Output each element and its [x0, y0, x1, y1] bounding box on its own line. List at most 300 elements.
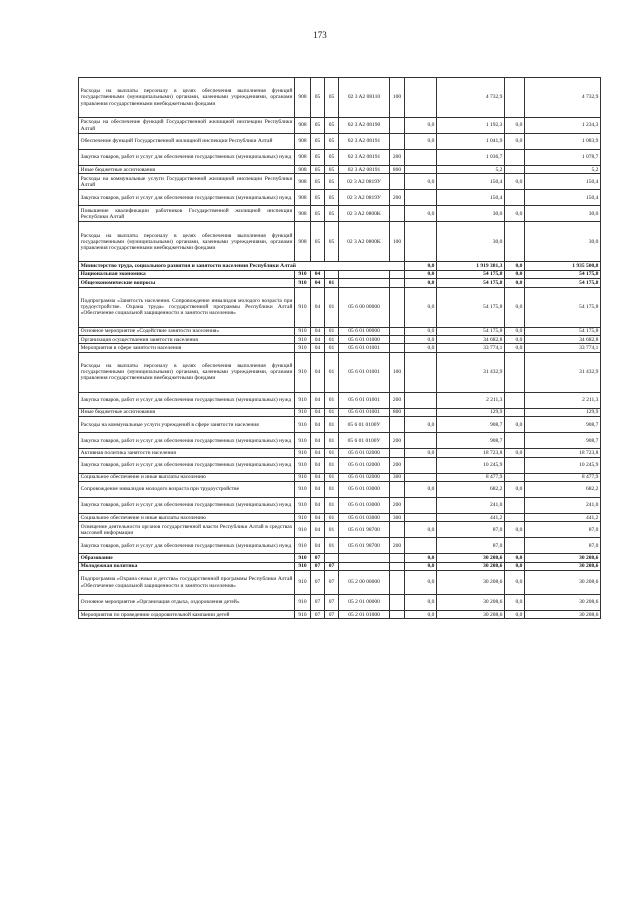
- section-code-cell: 05: [311, 222, 325, 262]
- value-cell-4: 441,2: [525, 513, 601, 521]
- value-cell-1: 0,0: [405, 554, 437, 562]
- expense-type-cell: [390, 417, 405, 433]
- value-cell-3: 0,0: [505, 118, 525, 134]
- value-cell-3: 0,0: [505, 270, 525, 278]
- section-code-cell: 04: [311, 327, 325, 335]
- target-article-cell: 02 3 A2 08190: [339, 118, 390, 134]
- row-name-cell: Расходы на выплаты персоналу в целях обеспечения выполнения функций государственными (муниципальными) органами, казенными учреждениями, органами управления государственными внебюджетными фондами: [79, 352, 295, 392]
- ministry-code-cell: 910: [295, 408, 311, 416]
- row-name-cell: Закупка товаров, работ и услуг для обеспечения государственных (муниципальных) нужд: [79, 150, 295, 166]
- ministry-code-cell: 910: [295, 473, 311, 481]
- ministry-code-cell: 910: [295, 571, 311, 595]
- ministry-code-cell: 910: [295, 417, 311, 433]
- value-cell-4: 54 175,8: [525, 270, 601, 278]
- subsection-code-cell: 07: [325, 595, 339, 611]
- row-name-cell: Образование: [79, 554, 295, 562]
- target-article-cell: 05 6 01 0100У: [339, 433, 390, 449]
- ministry-code-cell: 908: [295, 190, 311, 206]
- ministry-code-cell: 910: [295, 497, 311, 513]
- row-name-cell: Мероприятия по проведению оздоровительной кампании детей: [79, 611, 295, 619]
- subsection-code-cell: 01: [325, 408, 339, 416]
- value-cell-2: 87,0: [437, 522, 505, 538]
- value-cell-2: 908,7: [437, 433, 505, 449]
- value-cell-1: 0,0: [405, 174, 437, 190]
- target-article-cell: [339, 270, 390, 278]
- table-row: [79, 473, 601, 481]
- section-code-cell: 05: [311, 206, 325, 222]
- value-cell-2: 30,0: [437, 206, 505, 222]
- value-cell-2: 87,0: [437, 538, 505, 554]
- value-cell-1: [405, 190, 437, 206]
- value-cell-1: 0,0: [405, 279, 437, 287]
- value-cell-3: 0,0: [505, 611, 525, 619]
- value-cell-4: 908,7: [525, 433, 601, 449]
- value-cell-3: [505, 473, 525, 481]
- value-cell-2: 8 477,9: [437, 473, 505, 481]
- expense-type-cell: [390, 449, 405, 457]
- row-name-text: Министерство труда, социального развития и занятости населения Республики Алтай: [80, 262, 296, 269]
- table-row: [79, 78, 601, 118]
- target-article-cell: 02 3 A2 08191: [339, 150, 390, 166]
- section-code-cell: 07: [311, 554, 325, 562]
- value-cell-1: [405, 78, 437, 118]
- subsection-code-cell: 01: [325, 417, 339, 433]
- subsection-code-cell: 05: [325, 206, 339, 222]
- table-row: [79, 287, 601, 327]
- section-code-cell: 04: [311, 497, 325, 513]
- value-cell-4: 34 682,8: [525, 335, 601, 343]
- expense-type-cell: [390, 206, 405, 222]
- section-code-cell: 05: [311, 134, 325, 150]
- subsection-code-cell: 01: [325, 352, 339, 392]
- expense-type-cell: 300: [390, 513, 405, 521]
- value-cell-3: 0,0: [505, 134, 525, 150]
- value-cell-4: 87,0: [525, 522, 601, 538]
- target-article-cell: 05 6 01 03000: [339, 481, 390, 497]
- value-cell-3: 0,0: [505, 522, 525, 538]
- section-code-cell: 04: [311, 392, 325, 408]
- value-cell-3: [505, 497, 525, 513]
- table-row: [79, 408, 601, 416]
- ministry-code-cell: 908: [295, 78, 311, 118]
- value-cell-2: 1 192,3: [437, 118, 505, 134]
- expense-type-cell: [390, 327, 405, 335]
- expense-type-cell: [390, 335, 405, 343]
- subsection-code-cell: 01: [325, 335, 339, 343]
- value-cell-1: 0,0: [405, 611, 437, 619]
- value-cell-2: 129,9: [437, 408, 505, 416]
- row-name-cell: [79, 262, 405, 270]
- value-cell-1: [405, 408, 437, 416]
- value-cell-1: 0,0: [405, 134, 437, 150]
- value-cell-2: 5,2: [437, 166, 505, 174]
- section-code-cell: 04: [311, 335, 325, 343]
- expense-type-cell: 200: [390, 433, 405, 449]
- value-cell-2: 54 175,8: [437, 327, 505, 335]
- table-row: [79, 150, 601, 166]
- section-code-cell: 05: [311, 166, 325, 174]
- value-cell-1: [405, 222, 437, 262]
- ministry-code-cell: 910: [295, 335, 311, 343]
- expense-type-cell: 800: [390, 408, 405, 416]
- value-cell-3: [505, 78, 525, 118]
- value-cell-2: 18 723,8: [437, 449, 505, 457]
- ministry-code-cell: 910: [295, 538, 311, 554]
- table-row: [79, 352, 601, 392]
- value-cell-2: 34 682,8: [437, 335, 505, 343]
- value-cell-2: 33 774,1: [437, 344, 505, 352]
- row-name-cell: Закупка товаров, работ и услуг для обеспечения государственных (муниципальных) нужд: [79, 497, 295, 513]
- expense-type-cell: [390, 287, 405, 327]
- row-name-cell: Сопровождение инвалидов молодого возраста при трудоустройстве: [79, 481, 295, 497]
- value-cell-4: 1 935 500,8: [525, 262, 601, 270]
- expense-type-cell: [390, 595, 405, 611]
- budget-table: [78, 77, 601, 619]
- value-cell-3: 0,0: [505, 595, 525, 611]
- section-code-cell: 04: [311, 352, 325, 392]
- row-name-cell: Социальное обеспечение и иные выплаты населению: [79, 473, 295, 481]
- ministry-code-cell: 908: [295, 174, 311, 190]
- value-cell-4: 682,2: [525, 481, 601, 497]
- expense-type-cell: 100: [390, 352, 405, 392]
- value-cell-1: 0,0: [405, 270, 437, 278]
- table-row: [79, 554, 601, 562]
- table-row: [79, 262, 601, 270]
- value-cell-1: 0,0: [405, 206, 437, 222]
- section-code-cell: 04: [311, 449, 325, 457]
- subsection-code-cell: 05: [325, 118, 339, 134]
- ministry-code-cell: 910: [295, 554, 311, 562]
- subsection-code-cell: 01: [325, 433, 339, 449]
- section-code-cell: 07: [311, 571, 325, 595]
- value-cell-3: [505, 392, 525, 408]
- value-cell-2: 150,4: [437, 174, 505, 190]
- ministry-code-cell: 910: [295, 287, 311, 327]
- value-cell-2: 54 175,8: [437, 279, 505, 287]
- value-cell-4: 2 211,3: [525, 392, 601, 408]
- row-name-cell: Закупка товаров, работ и услуг для обеспечения государственных (муниципальных) нужд: [79, 392, 295, 408]
- subsection-code-cell: 01: [325, 449, 339, 457]
- value-cell-4: 150,4: [525, 174, 601, 190]
- value-cell-2: 150,4: [437, 190, 505, 206]
- value-cell-1: [405, 166, 437, 174]
- row-name-cell: Молодежная политика: [79, 562, 295, 570]
- value-cell-3: [505, 457, 525, 473]
- subsection-code-cell: 01: [325, 473, 339, 481]
- value-cell-4: 18 723,8: [525, 449, 601, 457]
- value-cell-3: 0,0: [505, 344, 525, 352]
- value-cell-2: 682,2: [437, 481, 505, 497]
- expense-type-cell: 200: [390, 457, 405, 473]
- ministry-code-cell: 910: [295, 522, 311, 538]
- value-cell-4: 8 477,9: [525, 473, 601, 481]
- target-article-cell: 05 6 01 01000: [339, 335, 390, 343]
- row-name-cell: Организация осуществления занятости населения: [79, 335, 295, 343]
- value-cell-1: 0,0: [405, 344, 437, 352]
- value-cell-3: [505, 190, 525, 206]
- value-cell-2: 1 036,7: [437, 150, 505, 166]
- table-row: [79, 417, 601, 433]
- subsection-code-cell: 01: [325, 392, 339, 408]
- value-cell-1: 0,0: [405, 335, 437, 343]
- table-row: [79, 222, 601, 262]
- expense-type-cell: 800: [390, 166, 405, 174]
- target-article-cell: 02 3 A2 08191: [339, 134, 390, 150]
- row-name-cell: Иные бюджетные ассигнования: [79, 408, 295, 416]
- ministry-code-cell: 908: [295, 206, 311, 222]
- value-cell-1: 0,0: [405, 118, 437, 134]
- row-name-cell: Закупка товаров, работ и услуг для обеспечения государственных (муниципальных) нужд: [79, 538, 295, 554]
- row-name-cell: Расходы на выплаты персоналу в целях обеспечения выполнения функций государственными (муниципальными) органами, казенными учреждениями, органами управления государственными внебюджетными фондами: [79, 78, 295, 118]
- row-name-cell: Общеэкономические вопросы: [79, 279, 295, 287]
- section-code-cell: 04: [311, 538, 325, 554]
- value-cell-4: 150,4: [525, 190, 601, 206]
- subsection-code-cell: 01: [325, 497, 339, 513]
- section-code-cell: 05: [311, 190, 325, 206]
- table-row: [79, 538, 601, 554]
- expense-type-cell: [390, 279, 405, 287]
- value-cell-4: 10 245,9: [525, 457, 601, 473]
- value-cell-2: 1 041,9: [437, 134, 505, 150]
- target-article-cell: 05 6 01 02000: [339, 473, 390, 481]
- target-article-cell: 05 6 01 98700: [339, 522, 390, 538]
- section-code-cell: 04: [311, 279, 325, 287]
- ministry-code-cell: 910: [295, 513, 311, 521]
- value-cell-3: 0,0: [505, 262, 525, 270]
- row-name-cell: Мероприятия в сфере занятости населения: [79, 344, 295, 352]
- row-name-cell: Расходы на обеспечение функций Государственной жилищной инспекции Республики Алтай: [79, 118, 295, 134]
- value-cell-2: 30 208,6: [437, 595, 505, 611]
- target-article-cell: 05 6 01 03000: [339, 513, 390, 521]
- subsection-code-cell: 01: [325, 279, 339, 287]
- row-name-cell: Освещение деятельности органов государственной власти Республики Алтай в средствах массовой информации: [79, 522, 295, 538]
- table-row: [79, 522, 601, 538]
- value-cell-4: 30 208,6: [525, 571, 601, 595]
- ministry-code-cell: 908: [295, 118, 311, 134]
- value-cell-4: 54 175,8: [525, 327, 601, 335]
- subsection-code-cell: 05: [325, 150, 339, 166]
- row-name-cell: Подпрограмма «Охрана семьи и детства» государственной программы Республики Алтай «Обеспечение социальной защищенности и занятости населения»: [79, 571, 295, 595]
- value-cell-2: 241,0: [437, 497, 505, 513]
- table-row: [79, 134, 601, 150]
- value-cell-3: 0,0: [505, 174, 525, 190]
- target-article-cell: 02 3 A2 0800K: [339, 222, 390, 262]
- value-cell-1: 0,0: [405, 522, 437, 538]
- ministry-code-cell: 910: [295, 327, 311, 335]
- page-number: 173: [313, 30, 327, 40]
- value-cell-4: 30,0: [525, 206, 601, 222]
- section-code-cell: 04: [311, 481, 325, 497]
- table-row: [79, 279, 601, 287]
- table-row: [79, 327, 601, 335]
- expense-type-cell: [390, 134, 405, 150]
- section-code-cell: 04: [311, 344, 325, 352]
- value-cell-3: 0,0: [505, 335, 525, 343]
- value-cell-3: 0,0: [505, 554, 525, 562]
- value-cell-4: 30 208,6: [525, 611, 601, 619]
- target-article-cell: [339, 562, 390, 570]
- ministry-code-cell: 910: [295, 344, 311, 352]
- value-cell-2: 30,0: [437, 222, 505, 262]
- expense-type-cell: [390, 344, 405, 352]
- value-cell-3: 0,0: [505, 417, 525, 433]
- value-cell-2: 54 175,8: [437, 287, 505, 327]
- ministry-code-cell: 908: [295, 134, 311, 150]
- target-article-cell: 05 6 01 03000: [339, 497, 390, 513]
- section-code-cell: 04: [311, 287, 325, 327]
- subsection-code-cell: 01: [325, 513, 339, 521]
- target-article-cell: 05 2 01 01000: [339, 611, 390, 619]
- row-name-cell: Повышение квалификации работников Государственной жилищной инспекции Республики Алтай: [79, 206, 295, 222]
- subsection-code-cell: 07: [325, 571, 339, 595]
- value-cell-2: 54 175,8: [437, 270, 505, 278]
- value-cell-4: 31 432,9: [525, 352, 601, 392]
- expense-type-cell: [390, 554, 405, 562]
- value-cell-4: 54 175,8: [525, 279, 601, 287]
- value-cell-1: [405, 150, 437, 166]
- expense-type-cell: 200: [390, 150, 405, 166]
- value-cell-1: [405, 473, 437, 481]
- value-cell-3: [505, 433, 525, 449]
- subsection-code-cell: 05: [325, 78, 339, 118]
- row-name-cell: Национальная экономика: [79, 270, 295, 278]
- value-cell-1: 0,0: [405, 562, 437, 570]
- value-cell-3: [505, 166, 525, 174]
- ministry-code-cell: 910: [295, 433, 311, 449]
- target-article-cell: 05 6 01 98700: [339, 538, 390, 554]
- subsection-code-cell: 07: [325, 611, 339, 619]
- subsection-code-cell: 05: [325, 134, 339, 150]
- section-code-cell: 04: [311, 433, 325, 449]
- value-cell-4: 1 083,9: [525, 134, 601, 150]
- section-code-cell: 04: [311, 513, 325, 521]
- value-cell-4: 908,7: [525, 417, 601, 433]
- ministry-code-cell: 910: [295, 392, 311, 408]
- value-cell-1: 0,0: [405, 571, 437, 595]
- subsection-code-cell: 05: [325, 222, 339, 262]
- value-cell-3: [505, 408, 525, 416]
- row-name-cell: Расходы на коммунальные услуги учреждений в сфере занятости населения: [79, 417, 295, 433]
- table-row: [79, 174, 601, 190]
- ministry-code-cell: 910: [295, 279, 311, 287]
- target-article-cell: 05 2 01 00000: [339, 595, 390, 611]
- ministry-code-cell: 910: [295, 481, 311, 497]
- value-cell-2: 31 432,9: [437, 352, 505, 392]
- value-cell-2: 30 208,6: [437, 554, 505, 562]
- subsection-code-cell: 01: [325, 327, 339, 335]
- expense-type-cell: 200: [390, 392, 405, 408]
- table-row: [79, 118, 601, 134]
- expense-type-cell: 200: [390, 190, 405, 206]
- section-code-cell: 04: [311, 457, 325, 473]
- value-cell-3: [505, 538, 525, 554]
- target-article-cell: 02 3 A2 08110: [339, 78, 390, 118]
- row-name-cell: Закупка товаров, работ и услуг для обеспечения государственных (муниципальных) нужд: [79, 457, 295, 473]
- target-article-cell: 05 6 01 01001: [339, 352, 390, 392]
- value-cell-1: [405, 392, 437, 408]
- row-name-cell: Расходы на коммунальные услуги Государственной жилищной инспекции Республики Алтай: [79, 174, 295, 190]
- expense-type-cell: [390, 270, 405, 278]
- ministry-code-cell: 910: [295, 562, 311, 570]
- subsection-code-cell: 05: [325, 174, 339, 190]
- target-article-cell: 05 6 01 01001: [339, 408, 390, 416]
- value-cell-3: 0,0: [505, 206, 525, 222]
- value-cell-4: 5,2: [525, 166, 601, 174]
- table-row: [79, 433, 601, 449]
- target-article-cell: 02 3 A2 08191: [339, 166, 390, 174]
- section-code-cell: 04: [311, 522, 325, 538]
- expense-type-cell: [390, 611, 405, 619]
- expense-type-cell: 300: [390, 473, 405, 481]
- value-cell-4: 54 175,8: [525, 287, 601, 327]
- row-name-cell: Социальное обеспечение и иные выплаты населению: [79, 513, 295, 521]
- value-cell-1: 0,0: [405, 262, 437, 270]
- value-cell-4: 4 732,9: [525, 78, 601, 118]
- expense-type-cell: [390, 562, 405, 570]
- value-cell-4: 87,0: [525, 538, 601, 554]
- value-cell-3: 0,0: [505, 279, 525, 287]
- table-row: [79, 497, 601, 513]
- ministry-code-cell: 910: [295, 595, 311, 611]
- subsection-code-cell: 01: [325, 344, 339, 352]
- target-article-cell: [339, 279, 390, 287]
- value-cell-3: 0,0: [505, 481, 525, 497]
- target-article-cell: 05 6 01 01001: [339, 392, 390, 408]
- section-code-cell: 07: [311, 595, 325, 611]
- table-row: [79, 335, 601, 343]
- value-cell-3: [505, 150, 525, 166]
- value-cell-4: 33 774,1: [525, 344, 601, 352]
- section-code-cell: 04: [311, 408, 325, 416]
- value-cell-2: 2 211,3: [437, 392, 505, 408]
- target-article-cell: 05 6 01 00000: [339, 327, 390, 335]
- value-cell-1: [405, 513, 437, 521]
- table-row: [79, 344, 601, 352]
- value-cell-1: [405, 433, 437, 449]
- row-name-cell: Подпрограмма «Занятость населения. Сопровождение инвалидов молодого возраста при трудоустройстве. Охрана труда» государственной программы Республики Алтай «Обеспечение социальной защищенности и занятости населения»: [79, 287, 295, 327]
- expense-type-cell: 100: [390, 78, 405, 118]
- value-cell-1: 0,0: [405, 481, 437, 497]
- value-cell-4: 30 208,6: [525, 595, 601, 611]
- ministry-code-cell: 910: [295, 270, 311, 278]
- table-row: [79, 449, 601, 457]
- value-cell-3: 0,0: [505, 449, 525, 457]
- target-article-cell: 05 6 01 02000: [339, 457, 390, 473]
- section-code-cell: 04: [311, 417, 325, 433]
- row-name-cell: Обеспечение функций Государственной жилищной инспекции Республики Алтай: [79, 134, 295, 150]
- target-article-cell: 02 3 A2 0800K: [339, 206, 390, 222]
- target-article-cell: 05 2 00 00000: [339, 571, 390, 595]
- value-cell-2: 30 208,6: [437, 562, 505, 570]
- section-code-cell: 05: [311, 150, 325, 166]
- table-row: [79, 571, 601, 595]
- value-cell-3: 0,0: [505, 327, 525, 335]
- subsection-code-cell: 05: [325, 190, 339, 206]
- subsection-code-cell: 01: [325, 538, 339, 554]
- subsection-code-cell: [325, 554, 339, 562]
- target-article-cell: 05 6 01 02000: [339, 449, 390, 457]
- subsection-code-cell: 01: [325, 457, 339, 473]
- target-article-cell: 05 6 00 00000: [339, 287, 390, 327]
- target-article-cell: 02 3 A2 0819У: [339, 174, 390, 190]
- expense-type-cell: [390, 571, 405, 595]
- value-cell-1: [405, 538, 437, 554]
- ministry-code-cell: 910: [295, 352, 311, 392]
- value-cell-4: 1 234,3: [525, 118, 601, 134]
- value-cell-3: 0,0: [505, 562, 525, 570]
- table-row: [79, 190, 601, 206]
- table-row: [79, 513, 601, 521]
